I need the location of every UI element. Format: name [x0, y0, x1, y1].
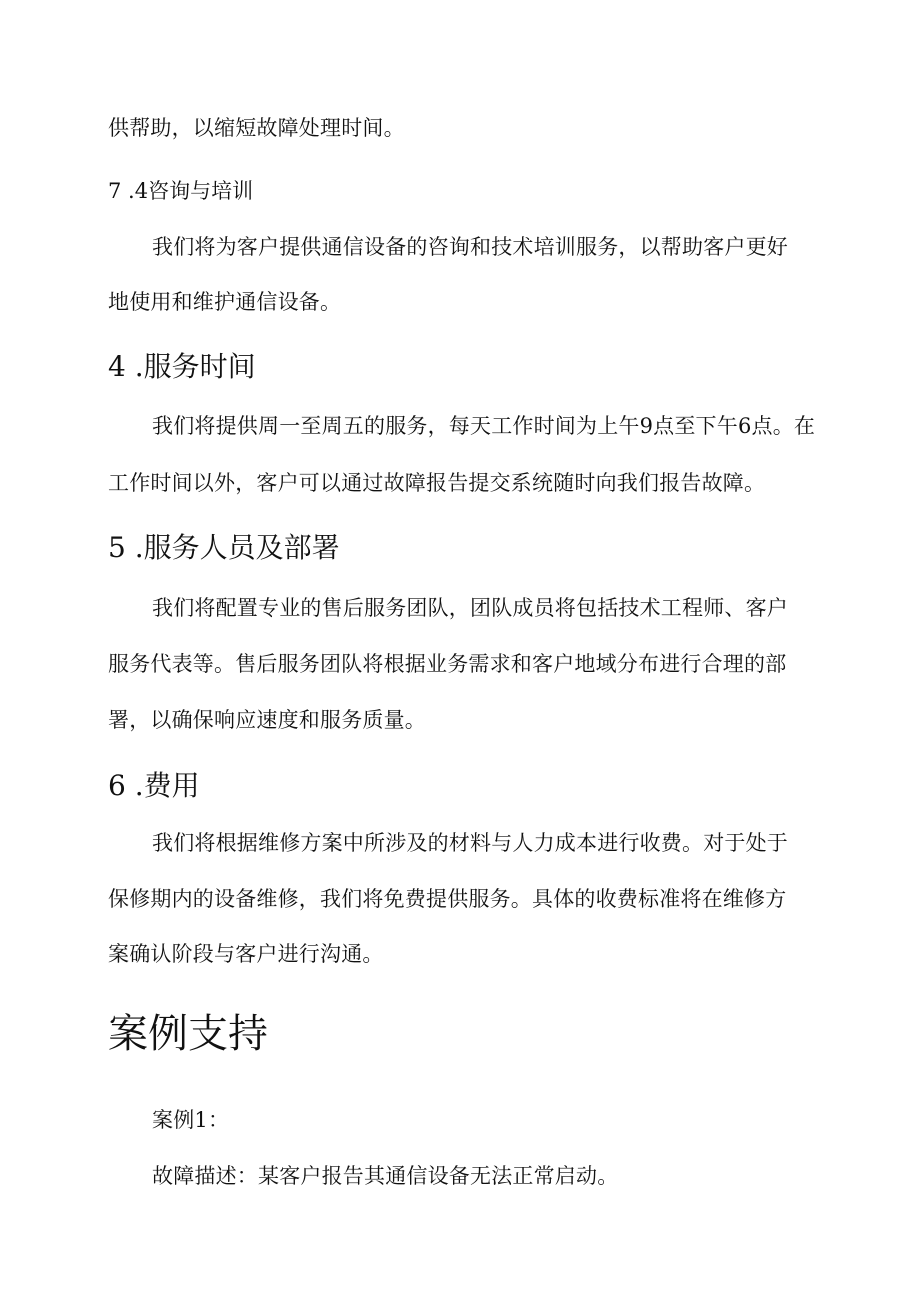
fault-description: 故障描述：某客户报告其通信设备无法正常启动。 [152, 1164, 619, 1188]
case-label: 案例1： [152, 1108, 230, 1132]
section-7-4-title: 7 .4咨询与培训 [108, 179, 254, 203]
section-5-title: 5 .服务人员及部署 [108, 531, 340, 564]
section-6-title: 6 .费用 [108, 769, 200, 802]
section-5-paragraph-line-3: 署，以确保响应速度和服务质量。 [108, 708, 426, 732]
case-support-title: 案例支持 [108, 1011, 268, 1057]
section-4-title: 4 .服务时间 [108, 350, 256, 383]
section-7-4-paragraph-line-2: 地使用和维护通信设备。 [108, 290, 342, 314]
section-6-paragraph-line-1: 我们将根据维修方案中所涉及的材料与人力成本进行收费。对于处于 [152, 831, 788, 855]
intro-continuation-text: 供帮助，以缩短故障处理时间。 [108, 116, 405, 140]
section-6-paragraph-line-3: 案确认阶段与客户进行沟通。 [108, 942, 384, 966]
section-4-paragraph-line-2: 工作时间以外，客户可以通过故障报告提交系统随时向我们报告故障。 [108, 471, 766, 495]
section-4-paragraph-line-1: 我们将提供周一至周五的服务，每天工作时间为上午9点至下午6点。在 [152, 414, 816, 438]
section-5-paragraph-line-1: 我们将配置专业的售后服务团队，团队成员将包括技术工程师、客户 [152, 596, 788, 620]
section-7-4-paragraph-line-1: 我们将为客户提供通信设备的咨询和技术培训服务，以帮助客户更好 [152, 235, 788, 259]
section-5-paragraph-line-2: 服务代表等。售后服务团队将根据业务需求和客户地域分布进行合理的部 [108, 652, 787, 676]
section-6-paragraph-line-2: 保修期内的设备维修，我们将免费提供服务。具体的收费标准将在维修方 [108, 887, 787, 911]
